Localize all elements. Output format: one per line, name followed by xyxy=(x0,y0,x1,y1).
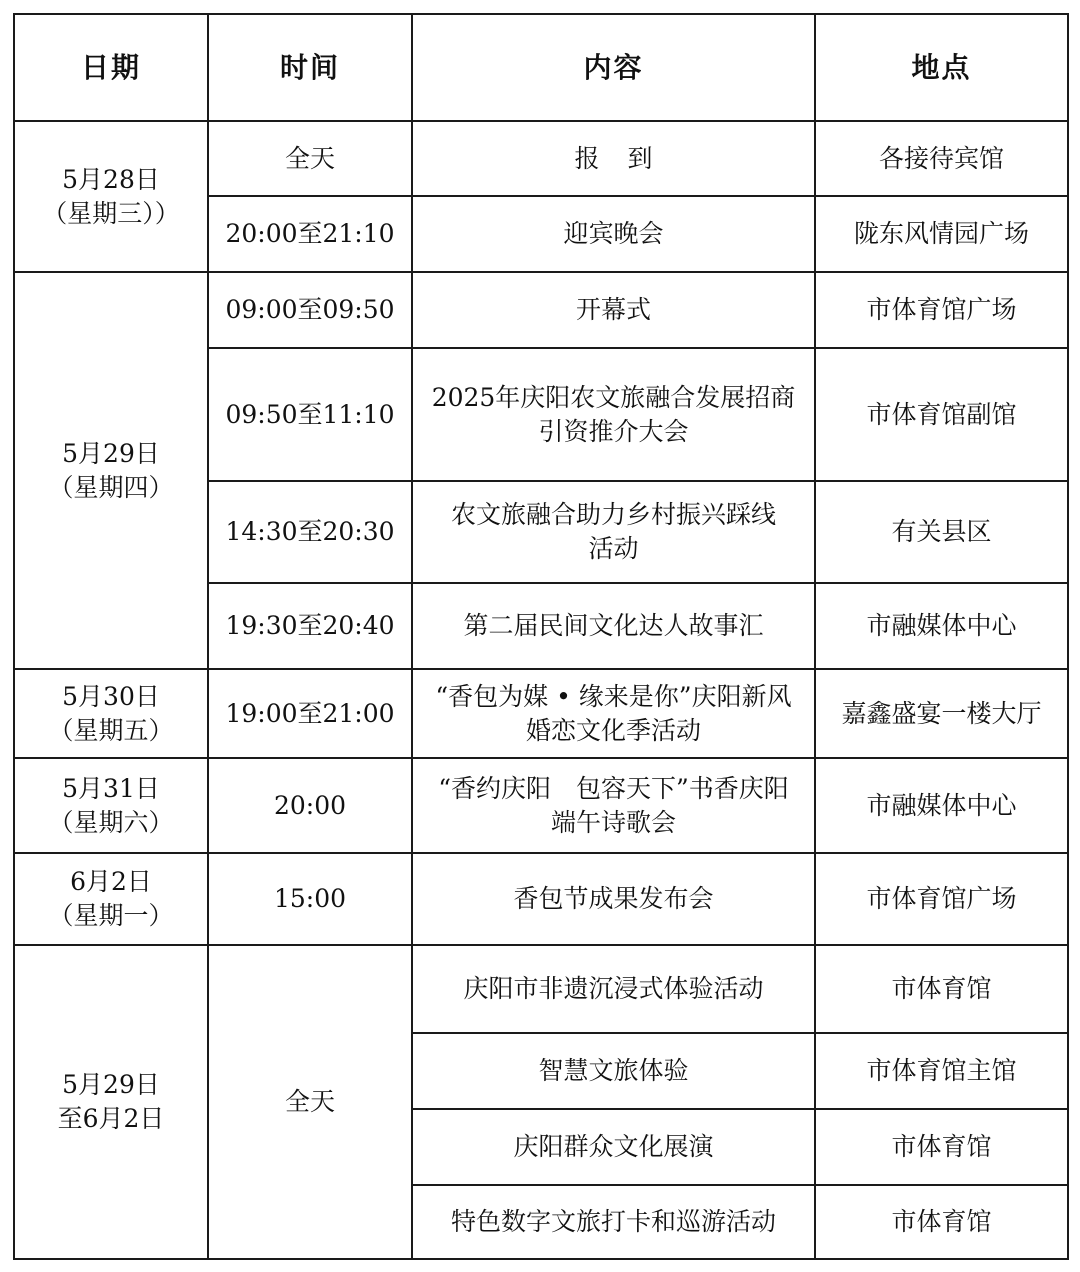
place-cell: 陇东风情园广场 xyxy=(815,196,1068,272)
content-line: 活动 xyxy=(588,534,639,563)
weekday-line: （星期四） xyxy=(48,472,174,502)
content-text: 报到 xyxy=(574,143,681,173)
date-cell xyxy=(14,121,208,272)
place-cell: 市体育馆广场 xyxy=(815,272,1068,348)
place-cell: 市体育馆副馆 xyxy=(815,348,1068,481)
header-row xyxy=(14,14,1068,121)
place-cell: 嘉鑫盛宴一楼大厅 xyxy=(815,669,1068,758)
table-row xyxy=(14,121,1068,196)
table-row xyxy=(14,669,1068,758)
time-cell: 14:30至20:30 xyxy=(208,481,412,583)
time-cell: 全天 xyxy=(208,945,412,1259)
place-cell: 市体育馆主馆 xyxy=(815,1033,1068,1109)
content-line: 婚恋文化季活动 xyxy=(525,715,701,745)
time-cell: 19:30至20:40 xyxy=(208,583,412,669)
time-cell: 09:00至09:50 xyxy=(208,272,412,348)
time-cell: 20:00至21:10 xyxy=(208,196,412,272)
time-cell: 全天 xyxy=(208,121,412,196)
place-cell: 市体育馆 xyxy=(815,1109,1068,1185)
content-cell: 特色数字文旅打卡和巡游活动 xyxy=(412,1185,815,1259)
content-cell: 开幕式 xyxy=(412,272,815,348)
date-range-line: 至6月2日 xyxy=(57,1104,165,1133)
place-cell: 各接待宾馆 xyxy=(815,121,1068,196)
weekday-line: （星期五） xyxy=(48,715,174,745)
weekday-line: （星期三）） xyxy=(42,198,180,228)
content-cell xyxy=(412,669,815,758)
date-cell xyxy=(14,272,208,669)
header-date: 日期 xyxy=(14,14,208,121)
content-line: “香约庆阳 包容天下”书香庆阳 xyxy=(438,773,789,803)
time-cell: 15:00 xyxy=(208,853,412,945)
content-line: 端午诗歌会 xyxy=(550,807,676,837)
content-cell: 第二届民间文化达人故事汇 xyxy=(412,583,815,669)
content-cell: 香包节成果发布会 xyxy=(412,853,815,945)
header-time: 时间 xyxy=(208,14,412,121)
date-line: 5月29日 xyxy=(62,438,160,468)
table-row xyxy=(14,945,1068,1033)
content-cell: 智慧文旅体验 xyxy=(412,1033,815,1109)
content-cell xyxy=(412,481,815,583)
content-cell xyxy=(412,348,815,481)
date-line: 5月28日 xyxy=(62,164,160,194)
header-place: 地点 xyxy=(815,14,1068,121)
content-cell xyxy=(412,121,815,196)
header-content: 内容 xyxy=(412,14,815,121)
date-line: 5月30日 xyxy=(62,681,160,711)
date-cell xyxy=(14,853,208,945)
table-row xyxy=(14,272,1068,348)
date-line: 6月2日 xyxy=(70,867,152,896)
content-cell: 迎宾晚会 xyxy=(412,196,815,272)
date-cell xyxy=(14,945,208,1259)
weekday-line: （星期一） xyxy=(48,901,174,930)
table-row xyxy=(14,853,1068,945)
place-cell: 有关县区 xyxy=(815,481,1068,583)
place-cell: 市体育馆 xyxy=(815,1185,1068,1259)
time-cell: 20:00 xyxy=(208,758,412,853)
schedule-table xyxy=(13,13,1069,1260)
date-line: 5月29日 xyxy=(62,1070,160,1099)
weekday-line: （星期六） xyxy=(48,807,174,837)
date-cell xyxy=(14,758,208,853)
content-cell: 庆阳群众文化展演 xyxy=(412,1109,815,1185)
content-line: 引资推介大会 xyxy=(538,416,689,446)
date-cell xyxy=(14,669,208,758)
content-cell xyxy=(412,758,815,853)
content-line: 2025年庆阳农文旅融合发展招商 xyxy=(431,382,796,412)
date-line: 5月31日 xyxy=(62,773,160,803)
content-line: 农文旅融合助力乡村振兴踩线 xyxy=(450,500,776,529)
place-cell: 市融媒体中心 xyxy=(815,758,1068,853)
place-cell: 市融媒体中心 xyxy=(815,583,1068,669)
table-row xyxy=(14,758,1068,853)
content-cell: 庆阳市非遗沉浸式体验活动 xyxy=(412,945,815,1033)
place-cell: 市体育馆 xyxy=(815,945,1068,1033)
content-line: “香包为媒 • 缘来是你”庆阳新风 xyxy=(435,681,792,711)
time-cell: 09:50至11:10 xyxy=(208,348,412,481)
place-cell: 市体育馆广场 xyxy=(815,853,1068,945)
time-cell: 19:00至21:00 xyxy=(208,669,412,758)
